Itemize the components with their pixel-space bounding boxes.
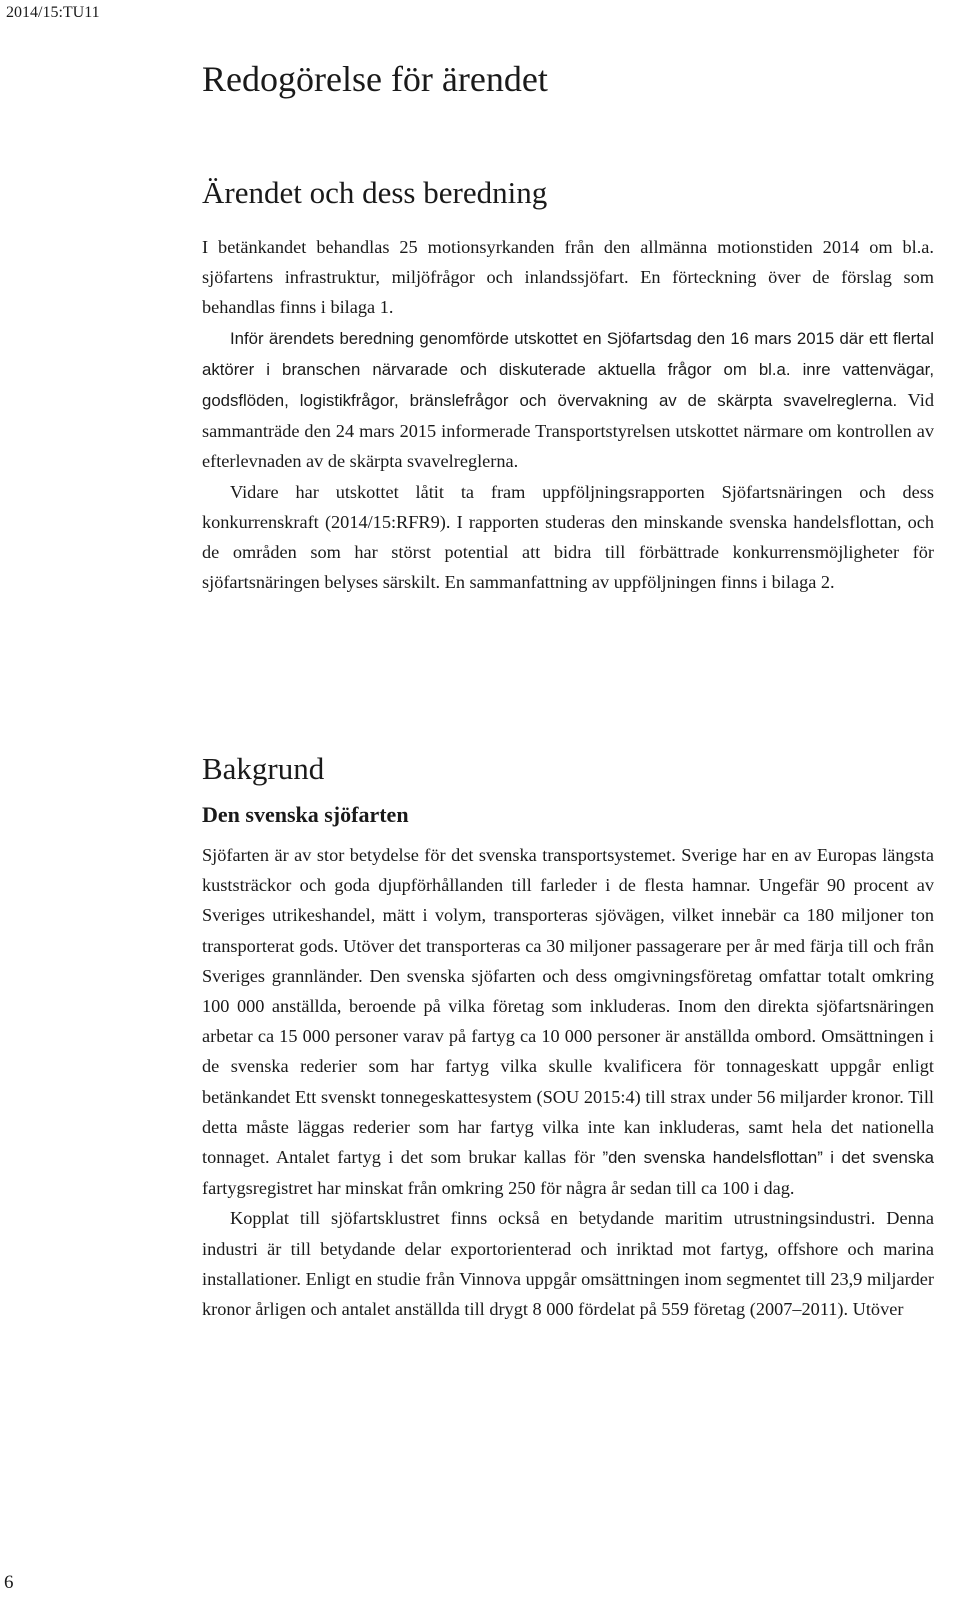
section-heading-bakgrund: Bakgrund xyxy=(202,751,325,786)
section-arendet xyxy=(202,172,934,597)
paragraph-sjofarten xyxy=(202,840,934,1203)
subheading-svenska-sjofarten: Den svenska sjöfarten xyxy=(202,802,409,827)
paragraph-sjofartsdag-text: Inför ärendets beredning genomförde utskottet en Sjöfartsdag den 16 mars 2015 där ett flertal aktörer i branschen närvarade och diskuterade aktuella frågor om bl.a. inre vattenvägar, godsflöden, logistikfrågor, bränslefrågor och övervakning av de skärpta svavelreglerna. xyxy=(202,328,934,411)
paragraph-fartygsregistret-text: fartygsregistret har minskat från omkring 250 för några år sedan till ca 100 i dag. xyxy=(202,1178,795,1199)
page-number: 6 xyxy=(4,1572,14,1593)
page-title: Redogörelse för ärendet xyxy=(202,59,548,99)
paragraph-handelsflottan-text: ”den svenska handelsflottan” i det svenska xyxy=(602,1148,934,1168)
section-bakgrund xyxy=(202,748,934,1324)
paragraph-maritim-industri: Kopplat till sjöfartsklustret finns också en betydande maritim utrustningsindustri. Denna industri är till betydande delar exportorienterad och inriktad mot fartyg, offshore och marina installationer. Enligt en studie från Vinnova uppgår omsättningen inom segmentet till 23,9 miljarder kronor årligen och antalet anställda till drygt 8 000 fördelat på 559 företag (2007–2011). Utöver xyxy=(202,1208,934,1320)
paragraph-sjofarten-text: Sjöfarten är av stor betydelse för det svenska transportsystemet. Sverige har en av Europas längsta kuststräckor och goda djupförhållanden till farleder i de flesta hamnar. Ungefär 90 procent av Sveriges utrikeshandel, mätt i volym, transporteras sjövägen, vilket innebär ca 180 miljoner ton transporterat gods. Utöver det transporteras ca 30 miljoner passagerare per år med färja till och från Sveriges grannländer. Den svenska sjöfarten och dess omgivningsföretag omfattar totalt omkring 100 000 anställda, beroende på vilka företag som inkluderas. Inom den direkta sjöfartsnäringen arbetar ca 15 000 personer varav på fartyg ca 10 000 personer är anställda ombord. Omsättningen i de svenska rederier som har fartyg vilka skulle kvalificera för tonnageskatt uppgår enligt betänkandet Ett svenskt tonnegeskattesystem (SOU 2015:4) till strax under 56 miljarder kronor. Till detta måste läggas rederier som har fartyg vilka inte kan inkluderas, samt hela det nationella tonnaget. Antalet fartyg i det som brukar kallas för xyxy=(202,845,934,1168)
paragraph-rapport: Vidare har utskottet låtit ta fram uppföljningsrapporten Sjöfartsnäringen och dess konkurrenskraft (2014/15:RFR9). I rapporten studeras den minskande svenska handelsflottan, och de områden som har störst potential att bidra till förbättrade konkurrensmöjligheter för sjöfartsnäringen belyses särskilt. En sammanfattning av uppföljningen finns i bilaga 2. xyxy=(202,481,934,593)
paragraph-intro: I betänkandet behandlas 25 motionsyrkanden från den allmänna motionstiden 2014 om bl.a. sjöfartens infrastruktur, miljöfrågor och inlandssjöfart. En förteckning över de förslag som behandlas finns i bilaga 1. xyxy=(202,237,934,318)
section-heading-arendet: Ärendet och dess beredning xyxy=(202,175,548,210)
paragraph-sammantrade-text: Vid sammanträde den 24 mars 2015 informerade Transportstyrelsen utskottet närmare om kontrollen av efterlevnaden av de skärpta svavelreglerna. xyxy=(202,390,934,472)
document-id: 2014/15:TU11 xyxy=(6,4,100,21)
paragraph-sjofartsdag xyxy=(202,323,934,477)
